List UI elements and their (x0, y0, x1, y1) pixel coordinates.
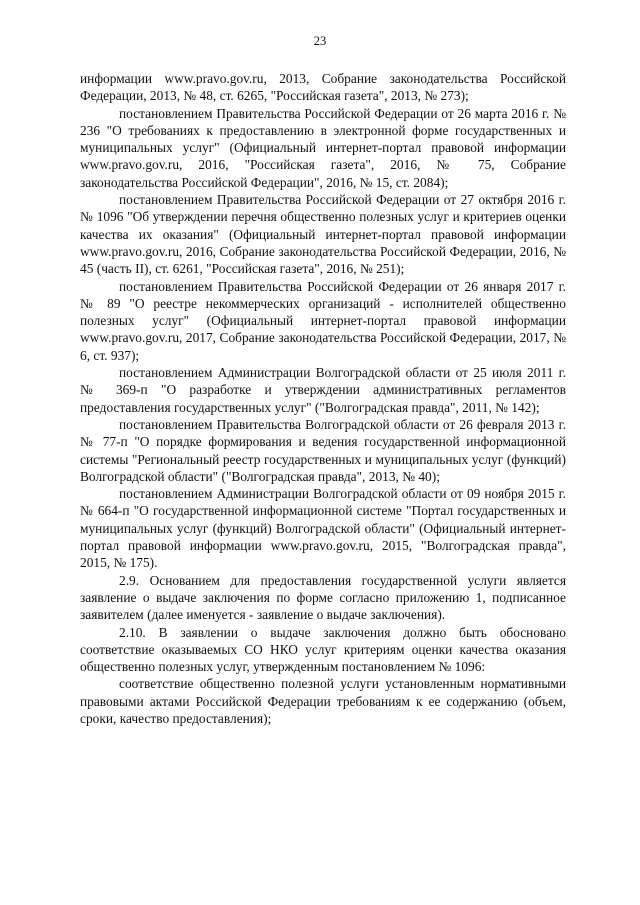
paragraph-decree-1096: постановлением Правительства Российской Федерации от 27 октября 2016 г. № 1096 "Об утверждении перечня общественно полезных услуг и критериев оценки качества их оказания" (Официальный интернет-портал правовой информации www.pravo.gov.ru, 2016, Собрание законодательства Российской Федерации, 2016, № 45 (часть II), ст. 6261, "Российская газета", 2016, № 251); (80, 192, 566, 277)
paragraph-decree-77p: постановлением Правительства Волгоградской области от 26 февраля 2013 г. № 77-п "О порядке формирования и ведения государственной информационной системы "Региональный реестр государственных и муниципальных услуг (функций) Волгоградской области" ("Волгоградская правда", 2013, № 40); (80, 416, 566, 484)
paragraph-2-9: 2.9. Основанием для предоставления государственной услуги является заявление о выдаче заключения по форме согласно приложению 1, подписанное заявителем (далее именуется - заявление о выдаче заключения). (80, 572, 566, 623)
paragraph-continuation: информации www.pravo.gov.ru, 2013, Собрание законодательства Российской Федерации, 2013, № 48, ст. 6265, "Российская газета", 2013, № 273); (80, 71, 566, 104)
paragraph-2-10: 2.10. В заявлении о выдаче заключения должно быть обосновано соответствие оказываемых СО НКО услуг критериям оценки качества оказания общественно полезных услуг, утвержденным постановлением № 1096: (80, 624, 566, 675)
paragraph-decree-664p: постановлением Администрации Волгоградской области от 09 ноября 2015 г. № 664-п "О государственной информационной системе "Портал государственных и муниципальных услуг (функций) Волгоградской области" (Официальный интернет-портал правовой информации www.pravo.gov.ru, 2015, "Волгоградская правда", 2015, № 175). (80, 486, 566, 571)
paragraph-decree-89: постановлением Правительства Российской Федерации от 26 января 2017 г. № 89 "О реестре некоммерческих организаций - исполнителей общественно полезных услуг" (Официальный интернет-портал правовой информации www.pravo.gov.ru, 2017, Собрание законодательства Российской Федерации, 2017, № 6, ст. 937); (80, 278, 566, 363)
page-number: 23 (313, 34, 327, 48)
document-body (80, 70, 566, 727)
paragraph-decree-236: постановлением Правительства Российской Федерации от 26 марта 2016 г. № 236 "О требованиях к предоставлению в электронной форме государственных и муниципальных услуг" (Официальный интернет-портал правовой информации www.pravo.gov.ru, 2016, "Российская газета", 2016, № 75, Собрание законодательства Российской Федерации", 2016, № 15, ст. 2084); (80, 105, 566, 190)
paragraph-decree-369p: постановлением Администрации Волгоградской области от 25 июля 2011 г. № 369-п "О разработке и утверждении административных регламентов предоставления государственных услуг" ("Волгоградская правда", 2011, № 142); (80, 365, 566, 415)
paragraph-criterion-compliance: соответствие общественно полезной услуги установленным нормативными правовыми актами Российской Федерации требованиям к ее содержанию (объем, сроки, качество предоставления); (80, 676, 566, 726)
